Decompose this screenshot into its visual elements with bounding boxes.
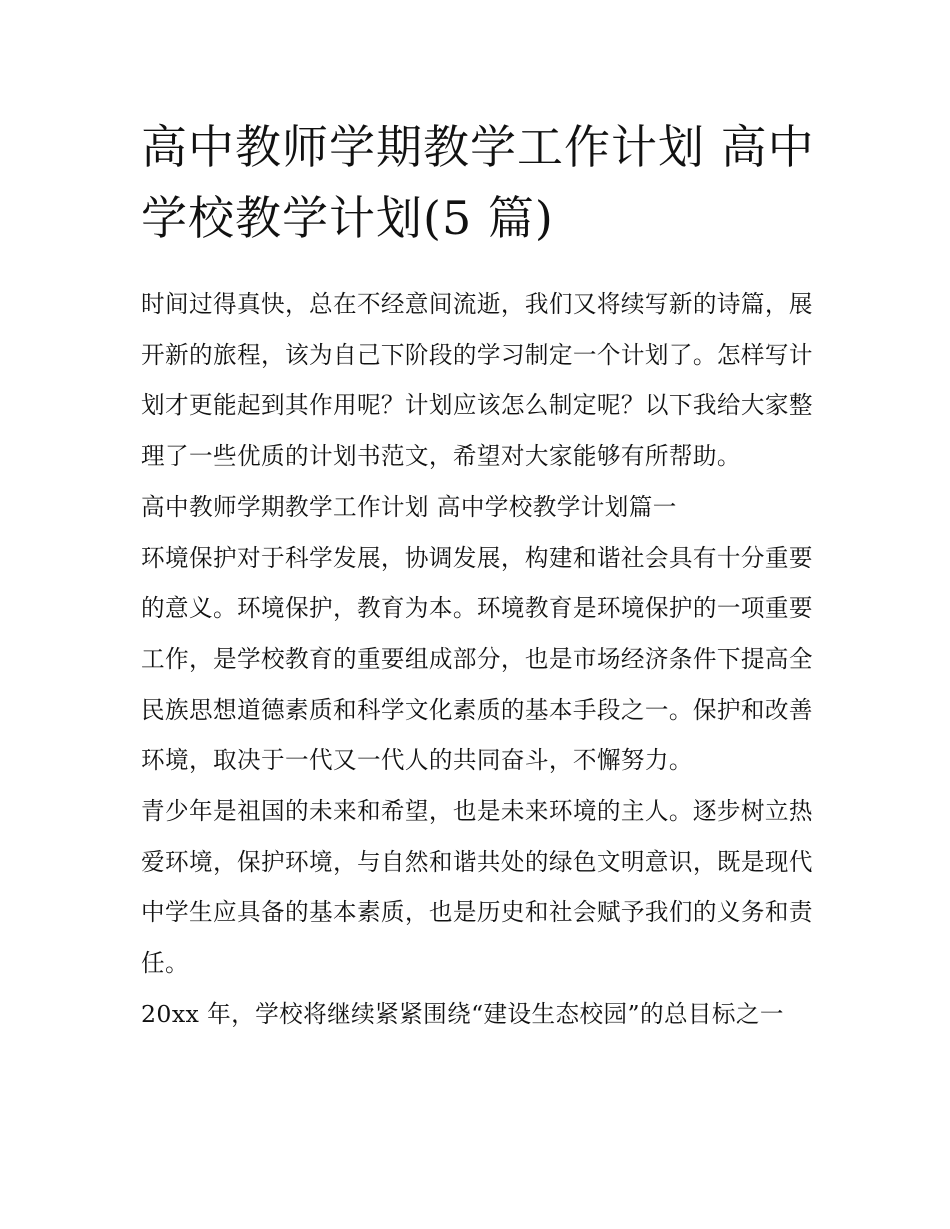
paragraph-youth-responsibility: 青少年是祖国的未来和希望，也是未来环境的主人。逐步树立热爱环境，保护环境，与自然和谐共处的绿色文明意识，既是现代中学生应具备的基本素质，也是历史和社会赋予我们的义务和责任。 <box>141 797 813 978</box>
document-title: 高中教师学期教学工作计划 高中学校教学计划(5 篇) <box>141 120 815 245</box>
intro-paragraph: 时间过得真快，总在不经意间流逝，我们又将续写新的诗篇，展开新的旅程，该为自己下阶段的学习制定一个计划了。怎样写计划才更能起到其作用呢？计划应该怎么制定呢？以下我给大家整理了一些优质的计划书范文，希望对大家能够有所帮助。 <box>141 290 813 471</box>
paragraph-school-goal: 20xx 年，学校将继续紧紧围绕“建设生态校园”的总目标之一 <box>141 999 784 1028</box>
title-spacer <box>141 254 821 279</box>
section-heading: 高中教师学期教学工作计划 高中学校教学计划篇一 <box>141 492 677 521</box>
document-page <box>141 112 821 1040</box>
paragraph-environment-protection: 环境保护对于科学发展，协调发展，构建和谐社会具有十分重要的意义。环境保护，教育为本。环境教育是环境保护的一项重要工作，是学校教育的重要组成部分，也是市场经济条件下提高全民族思想道德素质和科学文化素质的基本手段之一。保护和改善环境，取决于一代又一代人的共同奋斗，不懈努力。 <box>141 543 813 775</box>
